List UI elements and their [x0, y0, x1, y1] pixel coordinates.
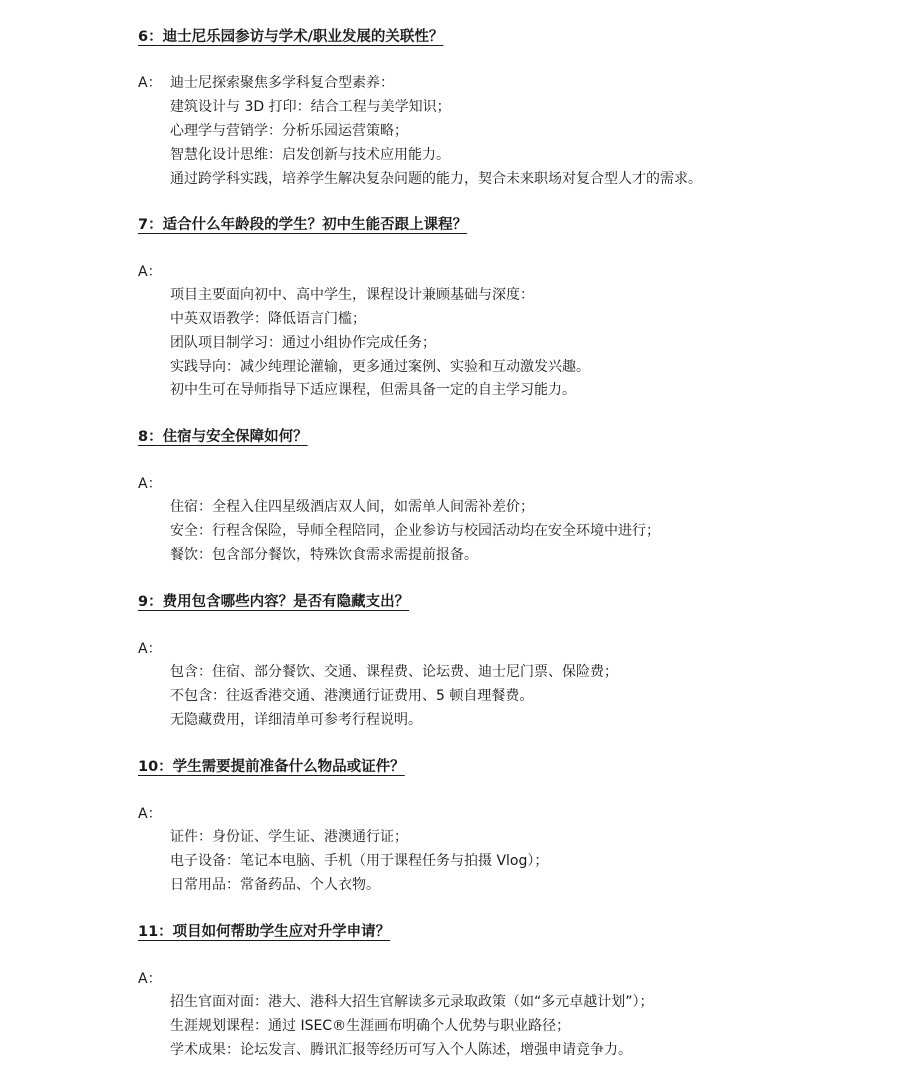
- faq-question-8: 8：住宿与安全保障如何？: [138, 429, 308, 445]
- faq-answer-label-11: A：: [138, 971, 162, 987]
- faq-answer-label-8: A：: [138, 476, 162, 492]
- faq-answer-line: 不包含：往返香港交通、港澳通行证费用、5 顿自理餐费。: [170, 688, 534, 704]
- faq-question-9: 9：费用包含哪些内容？是否有隐藏支出？: [138, 594, 410, 610]
- faq-answer-line: 安全：行程含保险，导师全程陪同，企业参访与校园活动均在安全环境中进行；: [170, 523, 660, 539]
- faq-answer-line: 生涯规划课程：通过 ISEC®生涯画布明确个人优势与职业路径；: [170, 1018, 571, 1034]
- faq-answer-line: 团队项目制学习：通过小组协作完成任务；: [170, 335, 436, 351]
- faq-question-10: 10：学生需要提前准备什么物品或证件？: [138, 759, 405, 775]
- faq-answer-line: 无隐藏费用，详细清单可参考行程说明。: [170, 712, 422, 728]
- faq-answer-label-7: A：: [138, 264, 162, 280]
- faq-answer-line: 项目主要面向初中、高中学生，课程设计兼顾基础与深度：: [170, 287, 534, 303]
- faq-answer-line: 餐饮：包含部分餐饮，特殊饮食需求需提前报备。: [170, 547, 478, 563]
- faq-answer-line: 电子设备：笔记本电脑、手机（用于课程任务与拍摄 Vlog）；: [170, 853, 549, 869]
- faq-answer-line: 学术成果：论坛发言、腾讯汇报等经历可写入个人陈述，增强申请竞争力。: [170, 1042, 632, 1058]
- faq-question-7: 7：适合什么年龄段的学生？初中生能否跟上课程？: [138, 217, 468, 233]
- faq-question-11: 11：项目如何帮助学生应对升学申请？: [138, 924, 391, 940]
- faq-answer-line: 迪士尼探索聚焦多学科复合型素养：: [170, 75, 394, 91]
- faq-question-6: 6：迪士尼乐园参访与学术/职业发展的关联性？: [138, 29, 444, 45]
- faq-answer-line: 证件：身份证、学生证、港澳通行证；: [170, 829, 408, 845]
- faq-answer-label-9: A：: [138, 641, 162, 657]
- faq-answer-line: 包含：住宿、部分餐饮、交通、课程费、论坛费、迪士尼门票、保险费；: [170, 664, 618, 680]
- faq-answer-line: 通过跨学科实践，培养学生解决复杂问题的能力，契合未来职场对复合型人才的需求。: [170, 171, 702, 187]
- faq-answer-line: 中英双语教学：降低语言门槛；: [170, 311, 366, 327]
- faq-answer-line: 实践导向：减少纯理论灌输，更多通过案例、实验和互动激发兴趣。: [170, 359, 590, 375]
- faq-answer-line: 住宿：全程入住四星级酒店双人间，如需单人间需补差价；: [170, 499, 534, 515]
- faq-answer-line: 心理学与营销学：分析乐园运营策略；: [170, 123, 408, 139]
- faq-answer-line: 初中生可在导师指导下适应课程，但需具备一定的自主学习能力。: [170, 382, 576, 398]
- faq-answer-label-6: A：: [138, 75, 162, 91]
- faq-answer-line: 建筑设计与 3D 打印：结合工程与美学知识；: [170, 99, 451, 115]
- faq-answer-label-10: A：: [138, 806, 162, 822]
- faq-answer-line: 智慧化设计思维：启发创新与技术应用能力。: [170, 147, 450, 163]
- faq-answer-line: 招生官面对面：港大、港科大招生官解读多元录取政策（如“多元卓越计划”）；: [170, 994, 654, 1010]
- faq-answer-line: 日常用品：常备药品、个人衣物。: [170, 877, 380, 893]
